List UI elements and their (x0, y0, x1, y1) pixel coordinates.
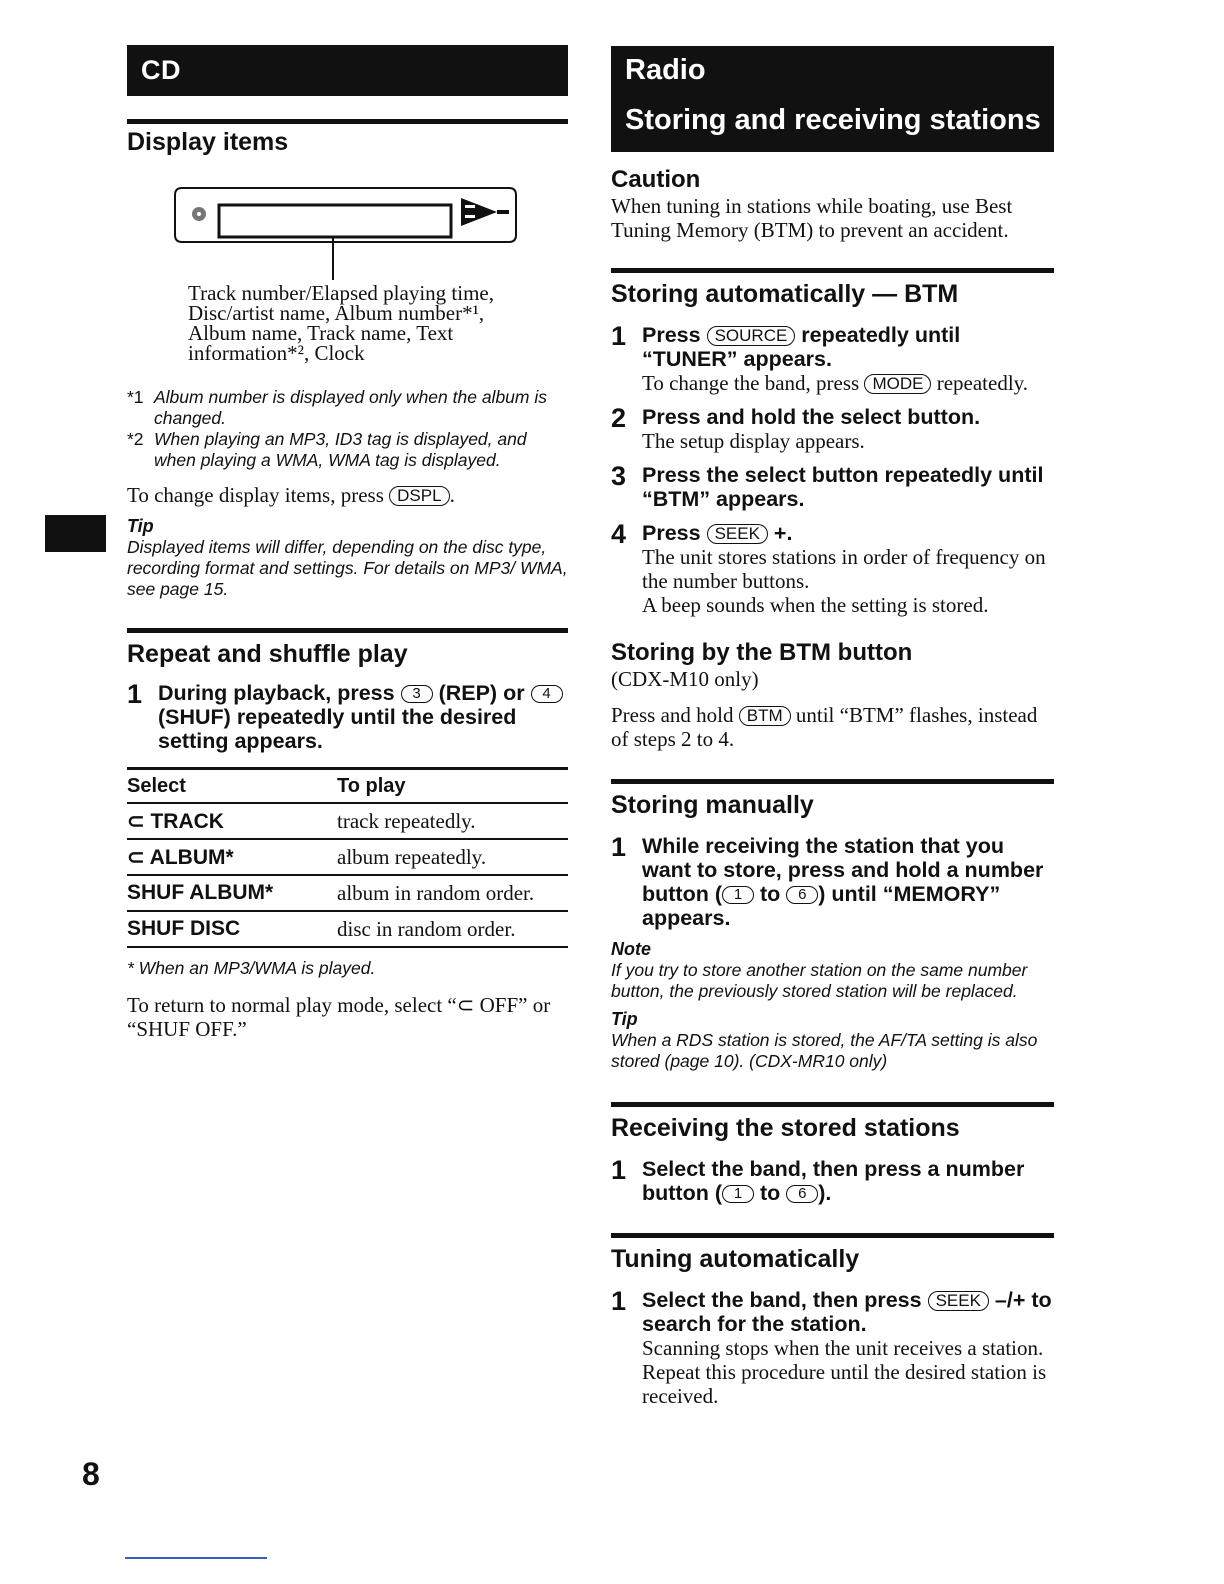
rule (611, 268, 1054, 273)
disc-icon (192, 207, 206, 221)
radio-title: Radio (625, 54, 706, 86)
table-row: ⊂ ALBUM* album repeatedly. (127, 839, 568, 875)
section-thumb-tab (45, 515, 106, 552)
left-column (127, 45, 568, 1041)
btm-key: BTM (739, 706, 791, 726)
mode-key: MODE (864, 374, 931, 394)
table-header-row: Select To play (127, 769, 568, 804)
btm-heading: Storing automatically — BTM (611, 280, 959, 308)
bottom-rule (125, 1557, 267, 1559)
rule (611, 1102, 1054, 1107)
display-callout: Track number/Elapsed playing time, Disc/artist name, Album number*¹, Album name, Track name, Text information*², Clock (188, 281, 494, 365)
change-display-text: To change display items, press DSPL . (127, 483, 455, 507)
manual-step-1: 1 While receiving the station that you want to store, press and hold a number button ( 1 to 6 ) until “MEMORY” appears. (611, 832, 1044, 930)
note-text: If you try to store another station on the same number button, the previously stored station will be replaced. (611, 960, 1028, 1001)
receiving-step-1: 1 Select the band, then press a number button ( 1 to 6 ). (611, 1155, 1025, 1205)
tip-label: Tip (127, 516, 154, 536)
rule (127, 119, 568, 124)
seek-key: SEEK (707, 524, 768, 544)
repeat-table (127, 767, 568, 948)
note-label: Note (611, 939, 651, 959)
right-column (611, 46, 1054, 1408)
footnote-1: *1 Album number is displayed only when the album is changed. (127, 387, 547, 428)
btm-button-model: (CDX-M10 only) (611, 667, 759, 691)
radio-section-bar (611, 46, 1054, 152)
table-row: SHUF DISC disc in random order. (127, 911, 568, 947)
btm-button-heading: Storing by the BTM button (611, 639, 913, 666)
repeat-icon: ⊂ (127, 809, 145, 833)
tuning-heading: Tuning automatically (611, 1245, 860, 1273)
table-row: ⊂ TRACK track repeatedly. (127, 803, 568, 839)
number-key-6: 6 (786, 1185, 818, 1203)
display-items-heading: Display items (127, 128, 289, 156)
eject-symbol-icon (461, 198, 509, 226)
btm-button-text: Press and hold BTM until “BTM” flashes, instead of steps 2 to 4. (611, 703, 1038, 751)
tip-text: When a RDS station is stored, the AF/TA setting is also stored (page 10). (CDX-MR10 only) (611, 1030, 1038, 1071)
repeat-step-1: 1 During playback, press 3 (REP) or 4 (SHUF) repeatedly until the desired setting appears. (127, 681, 568, 753)
btm-step-3: 3 Press the select button repeatedly until “BTM” appears. (611, 461, 1044, 511)
repeat-shuffle-heading: Repeat and shuffle play (127, 640, 408, 668)
btm-step-2: 2 Press and hold the select button. The setup display appears. (611, 403, 981, 453)
number-key-1: 1 (722, 1185, 754, 1203)
receiving-heading: Receiving the stored stations (611, 1114, 960, 1142)
btm-step-4: 4 Press SEEK +. The unit stores stations in order of frequency on the number buttons. A beep sounds when the setting is stored. (611, 519, 1046, 617)
caution-text: When tuning in stations while boating, use Best Tuning Memory (BTM) to prevent an accident. (611, 194, 1013, 242)
number-key-3: 3 (401, 685, 433, 703)
dspl-key: DSPL (389, 486, 449, 506)
footnote-2: *2 When playing an MP3, ID3 tag is displayed, and when playing a WMA, WMA tag is displayed. (127, 429, 527, 470)
return-normal-text: To return to normal play mode, select “⊂ OFF” or “SHUF OFF.” (127, 993, 551, 1041)
seek-key: SEEK (928, 1291, 989, 1311)
tuning-step-1: 1 Select the band, then press SEEK –/+ to search for the station. Scanning stops when the unit receives a station. Repeat this procedure until the desired station is received. (611, 1286, 1052, 1408)
number-key-4: 4 (531, 685, 563, 703)
table-row: SHUF ALBUM* album in random order. (127, 875, 568, 911)
page-number: 8 (82, 1456, 100, 1492)
number-key-6: 6 (786, 886, 818, 904)
storing-receiving-title: Storing and receiving stations (625, 104, 1041, 136)
source-key: SOURCE (707, 326, 796, 346)
tip-text: Displayed items will differ, depending on the disc type, recording format and settings. For details on MP3/ WMA, see page 15. (127, 537, 568, 599)
cd-section-bar: CD (127, 45, 568, 96)
repeat-icon: ⊂ (127, 845, 145, 869)
display-illustration (127, 185, 568, 285)
number-key-1: 1 (722, 886, 754, 904)
tip-label: Tip (611, 1009, 638, 1029)
rule (611, 1233, 1054, 1238)
storing-manually-heading: Storing manually (611, 791, 814, 819)
rule (127, 628, 568, 633)
caution-heading: Caution (611, 166, 701, 193)
rule (611, 779, 1054, 784)
repeat-icon: ⊂ (456, 993, 475, 1017)
btm-step-1: 1 Press SOURCE repeatedly until “TUNER” appears. To change the band, press MODE repeatedly. (611, 321, 1029, 395)
table-note: * When an MP3/WMA is played. (127, 958, 376, 978)
